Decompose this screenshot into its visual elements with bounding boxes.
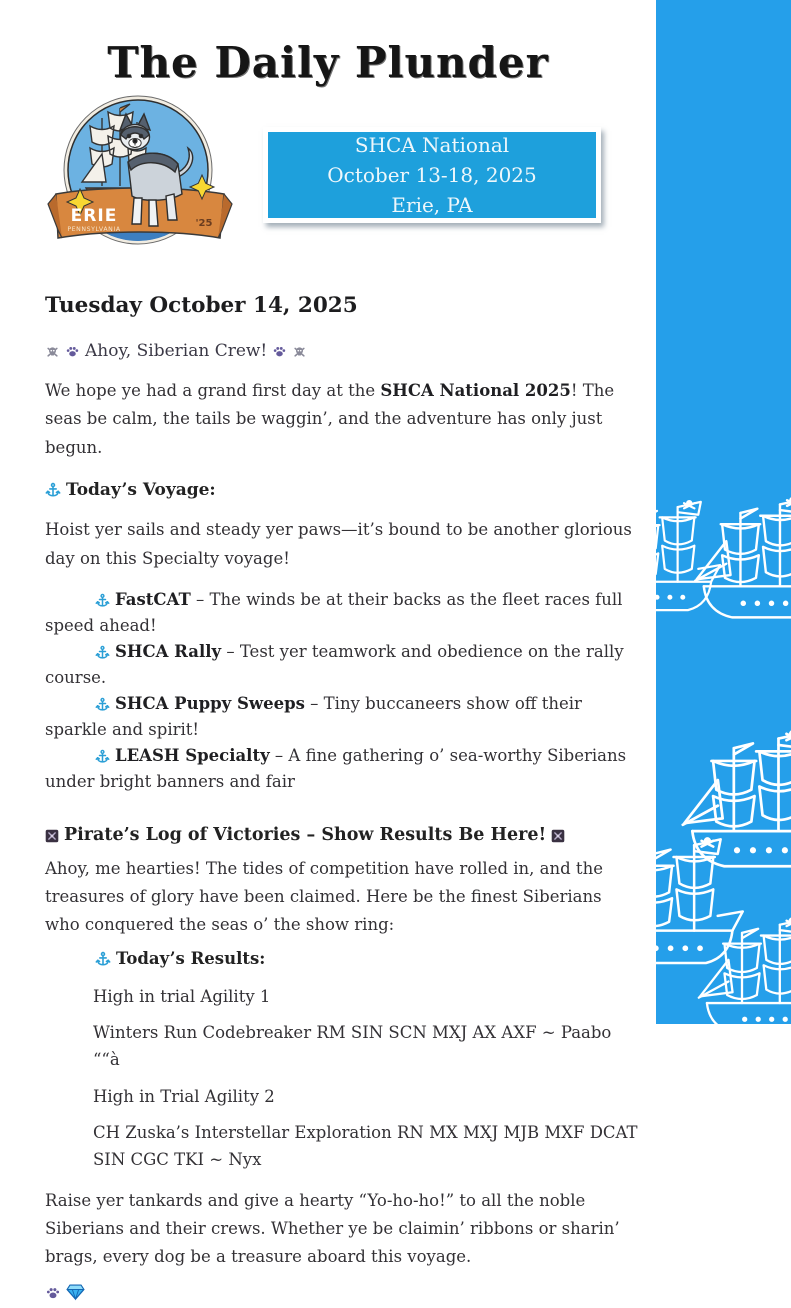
anchor-icon bbox=[95, 593, 110, 608]
newsletter-header bbox=[0, 0, 656, 285]
footer-icon-row bbox=[45, 1279, 641, 1307]
event-bullet bbox=[45, 587, 641, 639]
event-info-box bbox=[263, 127, 601, 223]
paw-print-icon bbox=[272, 344, 287, 359]
greeting-text: Ahoy, Siberian Crew! bbox=[85, 340, 268, 361]
logo-state-text: PENNSYLVANIA bbox=[67, 226, 121, 233]
anchor-icon bbox=[95, 645, 110, 660]
voyage-heading bbox=[45, 476, 641, 505]
event-name: FastCAT bbox=[115, 589, 191, 609]
event-name: SHCA National bbox=[354, 133, 510, 157]
intro-bold: SHCA National 2025 bbox=[380, 381, 571, 401]
paw-print-icon bbox=[45, 1285, 61, 1301]
voyage-intro: Hoist yer sails and steady yer paws—it’s bound to be another glorious day on this Specialty voyage! bbox=[45, 520, 632, 568]
event-name: SHCA Rally bbox=[115, 641, 222, 661]
event-bullet bbox=[45, 639, 641, 691]
pirate-ships-pattern bbox=[656, 0, 791, 1024]
paw-print-icon bbox=[65, 344, 80, 359]
newsletter-body bbox=[45, 288, 641, 1308]
anchor-icon bbox=[95, 749, 110, 764]
event-desc: – The winds be at their backs as the fleet races full speed ahead! bbox=[45, 589, 623, 635]
pirate-flag-icon bbox=[551, 829, 565, 843]
event-desc: – A fine gathering o’ sea-worthy Siberians under bright banners and fair bbox=[45, 745, 627, 791]
event-location: Erie, PA bbox=[391, 193, 473, 217]
event-bullet bbox=[45, 743, 641, 795]
event-desc: – Test yer teamwork and obedience on the rally course. bbox=[45, 641, 624, 687]
result-line: CH Zuska’s Interstellar Exploration RN MX MXJ MJB MXF DCAT SIN CGC TKI ~ Nyx bbox=[93, 1122, 638, 1170]
anchor-icon bbox=[95, 951, 111, 967]
results-intro: Ahoy, me hearties! The tides of competition have rolled in, and the treasures of glory have been claimed. Here be the finest Siberians who conquered the seas o’ the show ring: bbox=[45, 858, 603, 934]
closing-paragraph: Raise yer tankards and give a hearty “Yo-ho-ho!” to all the noble Siberians and their crews. Whether ye be claimin’ ribbons or sharin’ brags, every dog be a treasure aboard this voyage. bbox=[45, 1191, 620, 1267]
event-desc: – Tiny buccaneers show off their sparkle and spirit! bbox=[45, 693, 582, 739]
anchor-icon bbox=[95, 697, 110, 712]
skull-crossbones-icon bbox=[45, 344, 60, 359]
ship-pattern-sidebar bbox=[656, 0, 791, 1024]
date-heading: Tuesday October 14, 2025 bbox=[45, 293, 358, 318]
intro-suffix: ! The seas be calm, the tails be waggin’, and the adventure has only just begun. bbox=[45, 381, 615, 457]
results-label-text: Today’s Results: bbox=[116, 948, 266, 968]
result-line: Winters Run Codebreaker RM SIN SCN MXJ AX AXF ~ Paabo ““à bbox=[93, 1023, 612, 1070]
results-heading-text: Pirate’s Log of Victories – Show Results Be Here! bbox=[64, 825, 547, 846]
anchor-icon bbox=[45, 482, 61, 498]
skull-crossbones-icon bbox=[292, 344, 307, 359]
intro-prefix: We hope ye had a grand first day at the bbox=[45, 381, 381, 401]
logo-year-text: '25 bbox=[195, 218, 213, 229]
greeting-line bbox=[45, 337, 641, 366]
erie-husky-badge-logo bbox=[42, 90, 238, 262]
result-line: High in Trial Agility 2 bbox=[93, 1086, 275, 1106]
event-name: LEASH Specialty bbox=[115, 745, 270, 765]
voyage-heading-text: Today’s Voyage: bbox=[66, 479, 216, 500]
results-heading bbox=[45, 821, 641, 851]
results-label bbox=[45, 945, 641, 973]
pirate-flag-icon bbox=[45, 829, 59, 843]
event-name: SHCA Puppy Sweeps bbox=[115, 693, 305, 713]
page-title: The Daily Plunder bbox=[107, 38, 549, 87]
intro-paragraph bbox=[45, 377, 641, 461]
logo-city-text: ERIE bbox=[70, 206, 118, 226]
event-bullet bbox=[45, 691, 641, 743]
result-line: High in trial Agility 1 bbox=[93, 987, 271, 1006]
event-dates: October 13-18, 2025 bbox=[327, 163, 537, 187]
gem-icon bbox=[66, 1282, 85, 1301]
